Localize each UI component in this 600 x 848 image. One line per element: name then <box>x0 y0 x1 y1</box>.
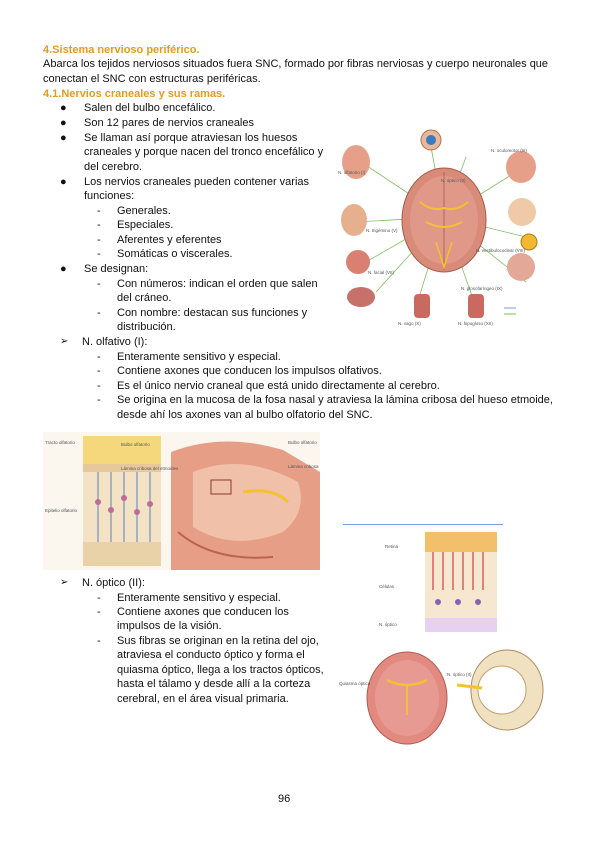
figure-label: Bulbo olfatorio <box>288 440 317 445</box>
list-item-text: Son 12 pares de nervios craneales <box>84 117 254 129</box>
dash-icon: - <box>97 351 101 363</box>
figure-label: N. olfatorio (I) <box>338 170 366 175</box>
list-item-text: Generales. <box>117 205 171 217</box>
list-item <box>97 277 318 292</box>
olfactory-nerve-figure <box>43 432 320 570</box>
figure-label: N. hipogloso (XII) <box>458 321 493 326</box>
list-item-text: Con nombre: destacan sus funciones y <box>117 307 308 319</box>
section-title: 4.Sistema nervioso periférico. <box>43 44 200 56</box>
bullet-icon: ● <box>60 117 67 129</box>
olfactory-illustration <box>43 432 320 570</box>
list-item-text: funciones: <box>84 190 135 202</box>
optic-illustration <box>337 530 557 754</box>
list-item-text: Se origina en la mucosa de la fosa nasal y atraviesa la lámina cribosa del hueso etmoide, <box>117 394 553 406</box>
figure-label: Bulbo olfatorio <box>121 442 150 447</box>
cranial-nerves-figure <box>336 122 554 328</box>
figure-label: N. vago (X) <box>398 321 421 326</box>
dash-icon: - <box>97 394 101 406</box>
list-item <box>97 379 440 394</box>
list-item <box>60 116 254 131</box>
list-item <box>60 101 215 116</box>
list-item-text: Se llaman así porque atraviesan los huesos <box>84 132 298 144</box>
list-item <box>60 576 145 591</box>
list-item-text: hasta el tálamo y desde allí a la corteza <box>117 678 311 690</box>
list-item <box>97 591 281 606</box>
bullet-icon: ● <box>60 132 67 144</box>
list-item-text: Contiene axones que conducen los impulsos olfativos. <box>117 365 382 377</box>
list-item <box>60 131 297 146</box>
figure-divider <box>343 524 503 525</box>
list-item <box>60 262 148 277</box>
list-item-text: Es el único nervio craneal que está unido directamente al cerebro. <box>117 380 440 392</box>
dash-icon: - <box>97 219 101 231</box>
list-item-text: distribución. <box>117 321 176 333</box>
figure-label: N. vestibulococlear (VIII) <box>476 248 526 253</box>
dash-icon: - <box>97 380 101 392</box>
dash-icon: - <box>97 205 101 217</box>
figure-label: N. facial (VII) <box>368 270 395 275</box>
list-item <box>97 634 319 649</box>
dash-icon: - <box>97 307 101 319</box>
dash-icon: - <box>97 365 101 377</box>
list-item <box>97 364 382 379</box>
list-item-text: Contiene axones que conducen los <box>117 606 289 618</box>
list-item-text: Enteramente sensitivo y especial. <box>117 351 281 363</box>
dash-icon: - <box>97 248 101 260</box>
list-item-text: Especiales. <box>117 219 174 231</box>
cranial-nerves-illustration <box>336 122 554 328</box>
list-item-text: Se designan: <box>84 263 149 275</box>
list-item-text: Salen del bulbo encefálico. <box>84 102 216 114</box>
figure-label: N. óptico (II) <box>441 178 466 183</box>
dash-icon: - <box>97 278 101 290</box>
subsection-title: 4.1.Nervios craneales y sus ramas. <box>43 88 226 100</box>
figure-label: N. oculomotor (III) <box>491 148 528 153</box>
list-item-text: Enteramente sensitivo y especial. <box>117 592 281 604</box>
list-item <box>97 247 233 262</box>
figure-label: Lámina cribosa del etmoides <box>121 466 179 471</box>
figure-label: N. trigémino (V) <box>366 228 398 233</box>
figure-label: Lámina cribosa <box>288 464 319 469</box>
list-item <box>97 233 222 248</box>
list-item-text: Sus fibras se originan en la retina del ojo, <box>117 635 319 647</box>
page-number: 96 <box>278 793 291 805</box>
bullet-icon: ● <box>60 102 67 114</box>
figure-label: Tracto olfatorio <box>45 440 75 445</box>
list-item-text: craneales y porque nacen del tronco encefálico y <box>84 146 324 158</box>
figure-label: N. óptico <box>379 622 397 627</box>
intro-paragraph: Abarca los tejidos nerviosos situados fuera SNC, formado por fibras nerviosas y cuerpo neuronales que conectan el SNC con estructuras periféricas. <box>43 58 549 85</box>
list-item-text: Los nervios craneales pueden contener varias <box>84 176 310 188</box>
list-item-text: del cerebro. <box>84 161 143 173</box>
bullet-icon: ● <box>60 263 67 275</box>
list-item-text: del cráneo. <box>117 292 172 304</box>
list-item-text: desde ahí los axones van al bulbo olfatorio del SNC. <box>117 409 373 421</box>
olfactory-title: N. olfativo (I): <box>82 336 148 348</box>
figure-label: Células <box>379 584 395 589</box>
figure-label: Retina <box>385 544 399 549</box>
list-item <box>97 350 281 365</box>
dash-icon: - <box>97 606 101 618</box>
figure-label: Quiasma óptico <box>339 681 371 686</box>
list-item-text: Aferentes y eferentes <box>117 234 222 246</box>
arrow-icon: ➢ <box>60 336 69 347</box>
optic-title: N. óptico (II): <box>82 577 145 589</box>
optic-nerve-figure <box>337 530 557 754</box>
list-item-text: quiasma óptico, llega a los tractos ópticos, <box>117 664 324 676</box>
dash-icon: - <box>97 635 101 647</box>
dash-icon: - <box>97 234 101 246</box>
figure-label: Epitelio olfatorio <box>45 508 78 513</box>
dash-icon: - <box>97 592 101 604</box>
figure-label: N. óptico (II) <box>447 672 472 677</box>
list-item <box>60 335 147 350</box>
list-item <box>97 306 307 321</box>
list-item-text: impulsos de la visión. <box>117 620 222 632</box>
list-item-text: Con números: indican el orden que salen <box>117 278 318 290</box>
arrow-icon: ➢ <box>60 577 69 588</box>
bullet-icon: ● <box>60 176 67 188</box>
figure-label: N. glosofaríngeo (IX) <box>461 286 503 291</box>
list-item <box>60 175 309 190</box>
list-item <box>97 605 289 620</box>
list-item-text: Somáticas o viscerales. <box>117 248 233 260</box>
list-item-text: cerebral, en el área visual primaria. <box>117 693 289 705</box>
list-item <box>97 393 553 408</box>
list-item <box>97 218 173 233</box>
list-item-text: atraviesa el conducto óptico y forma el <box>117 649 305 661</box>
list-item <box>97 204 171 219</box>
